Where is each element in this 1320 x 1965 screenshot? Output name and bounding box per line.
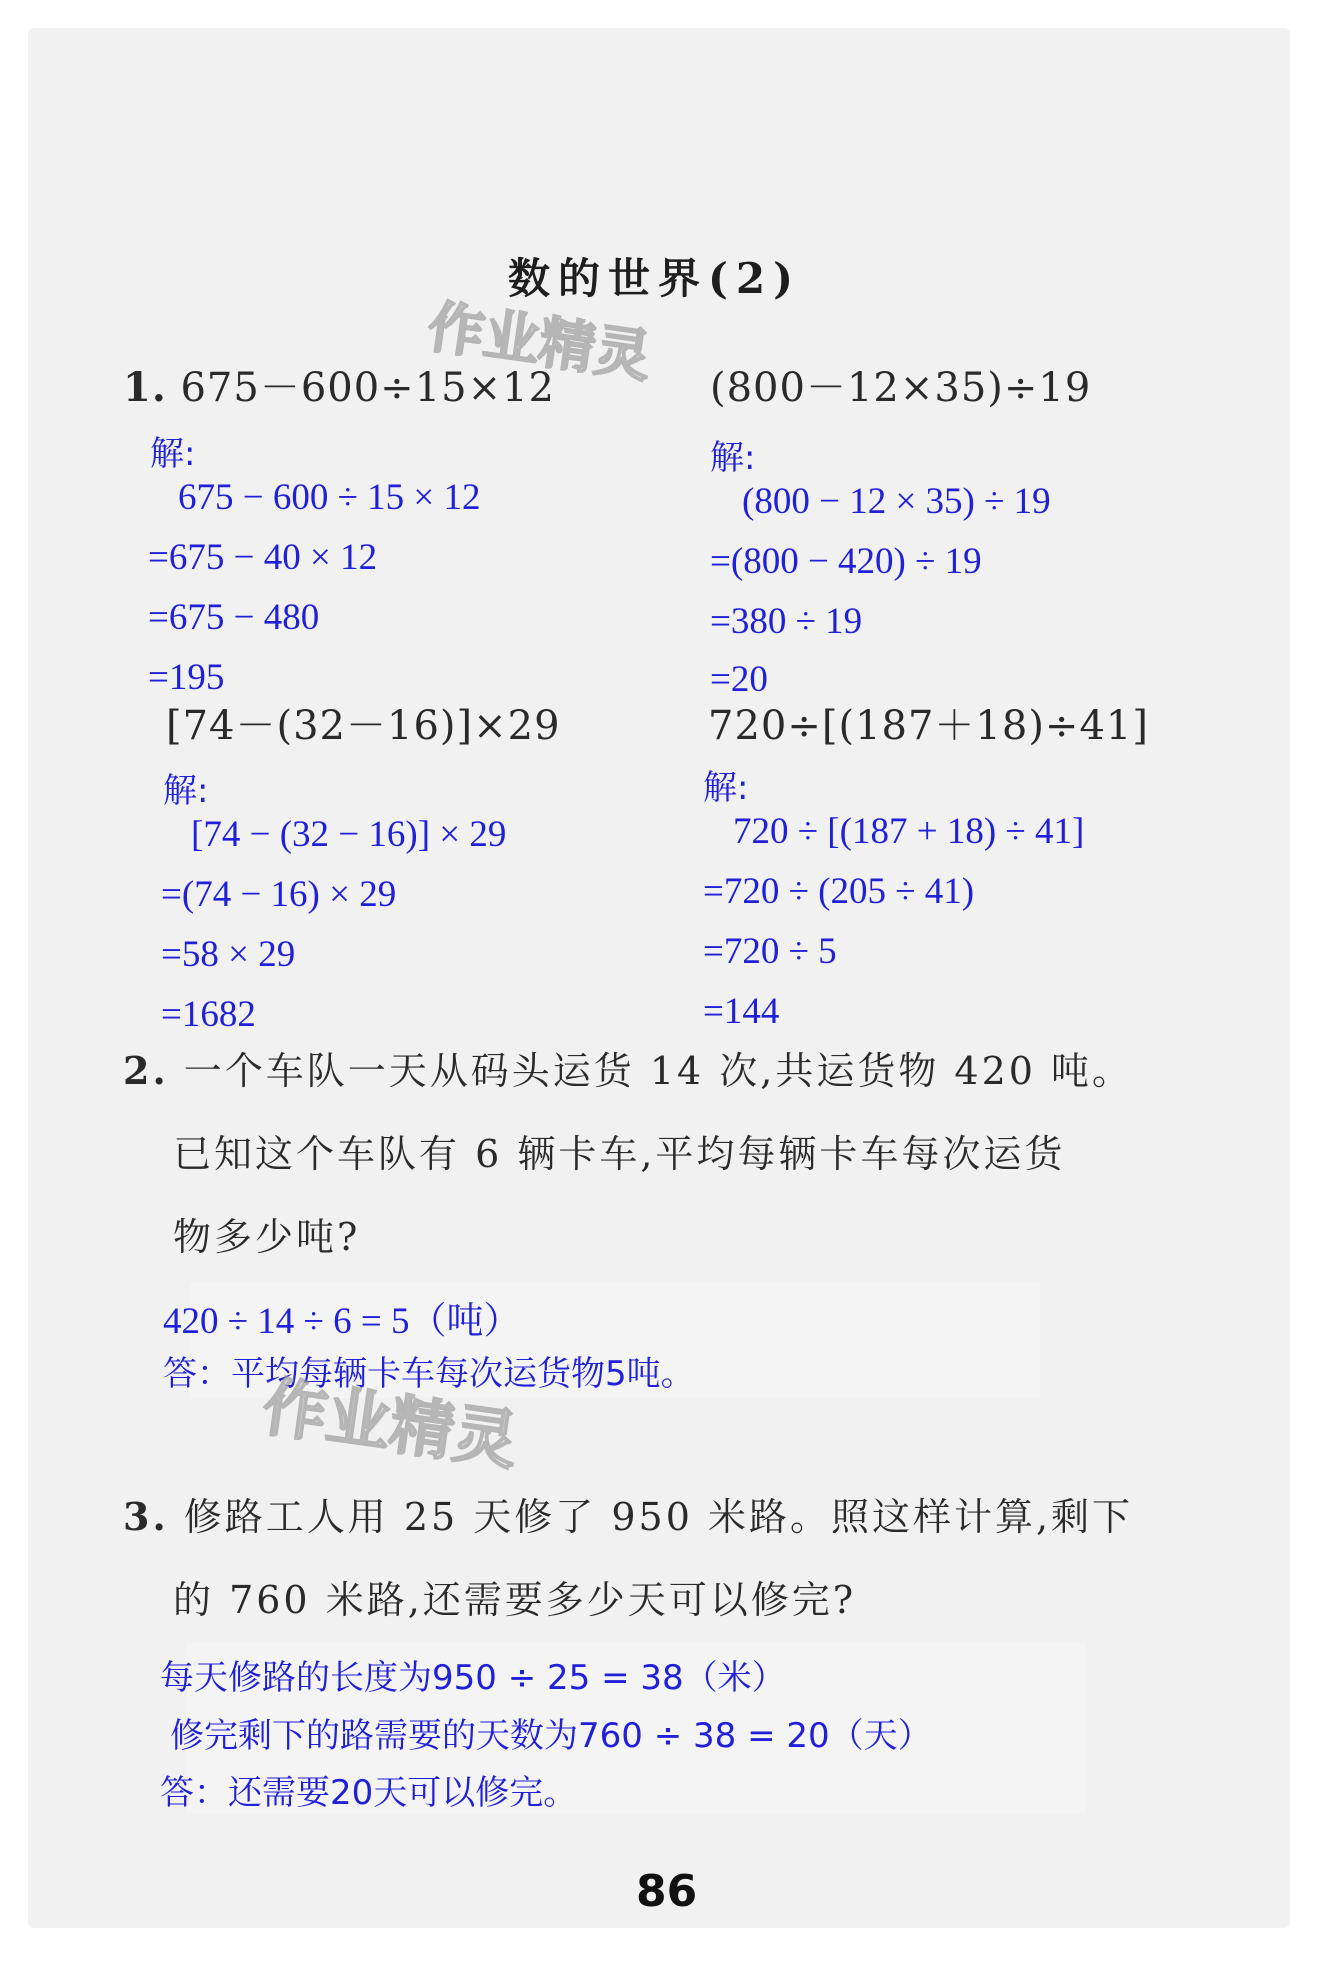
answer-2-statement: 答：平均每辆卡车每次运货物5吨。 (163, 1354, 695, 1394)
step-1a-2: =675 − 40 × 12 (148, 537, 378, 578)
expression-1b: (800－12×35)÷19 (710, 365, 1092, 411)
answer-3-line-1: 每天修路的长度为950 ÷ 25 = 38（米） (160, 1658, 786, 1698)
step-1c-4: =1682 (161, 994, 256, 1035)
solve-label-1c: 解: (163, 771, 209, 811)
expression-1a: 675－600÷15×12 (180, 365, 556, 411)
step-1b-1: (800 − 12 × 35) ÷ 19 (742, 481, 1051, 522)
problem-1-number: 1. (123, 364, 167, 411)
answer-3-line-2: 修完剩下的路需要的天数为760 ÷ 38 = 20（天） (170, 1716, 932, 1756)
problem-3-line-2: 的 760 米路,还需要多少天可以修完? (173, 1578, 857, 1622)
problem-3-line-1 (123, 1486, 1133, 1541)
watermark: 作业精灵 (423, 294, 655, 391)
step-1c-2: =(74 − 16) × 29 (161, 874, 397, 915)
problem-2-number: 2. (123, 1048, 169, 1093)
problem-2-text-1: 一个车队一天从码头运货 14 次,共运货物 420 吨。 (183, 1049, 1134, 1093)
solve-label-1a: 解: (150, 434, 196, 474)
step-1c-3: =58 × 29 (161, 934, 296, 975)
page-number: 86 (636, 1866, 698, 1917)
step-1c-1: [74 − (32 − 16)] × 29 (191, 814, 507, 855)
answer-3-line-3: 答：还需要20天可以修完。 (160, 1773, 578, 1813)
step-1b-3: =380 ÷ 19 (710, 601, 863, 642)
problem-2-line-2: 已知这个车队有 6 辆卡车,平均每辆卡车每次运货 (173, 1132, 1066, 1176)
page-title: 数的世界(2) (508, 254, 801, 303)
step-1d-2: =720 ÷ (205 ÷ 41) (703, 871, 975, 912)
problem-1 (123, 356, 555, 413)
answer-2-equation: 420 ÷ 14 ÷ 6 = 5（吨） (163, 1301, 521, 1342)
step-1a-3: =675 − 480 (148, 597, 320, 638)
problem-3-number: 3. (123, 1494, 169, 1539)
workbook-page (28, 28, 1290, 1928)
expression-1c: [74－(32－16)]×29 (166, 703, 561, 749)
problem-2-line-1 (123, 1040, 1133, 1095)
expression-1d: 720÷[(187＋18)÷41] (708, 703, 1149, 749)
step-1a-4: =195 (148, 657, 225, 698)
step-1d-3: =720 ÷ 5 (703, 931, 837, 972)
problem-3-text-1: 修路工人用 25 天修了 950 米路。照这样计算,剩下 (183, 1495, 1134, 1539)
step-1b-4: =20 (710, 659, 768, 700)
step-1a-1: 675 − 600 ÷ 15 × 12 (178, 477, 481, 518)
solve-label-1b: 解: (710, 438, 756, 478)
step-1d-4: =144 (703, 991, 780, 1032)
watermark-2: 作业精灵 (258, 1370, 523, 1480)
step-1d-1: 720 ÷ [(187 + 18) ÷ 41] (733, 811, 1085, 852)
step-1b-2: =(800 − 420) ÷ 19 (710, 541, 982, 582)
problem-2-line-3: 物多少吨? (173, 1215, 361, 1259)
solve-label-1d: 解: (703, 768, 749, 808)
